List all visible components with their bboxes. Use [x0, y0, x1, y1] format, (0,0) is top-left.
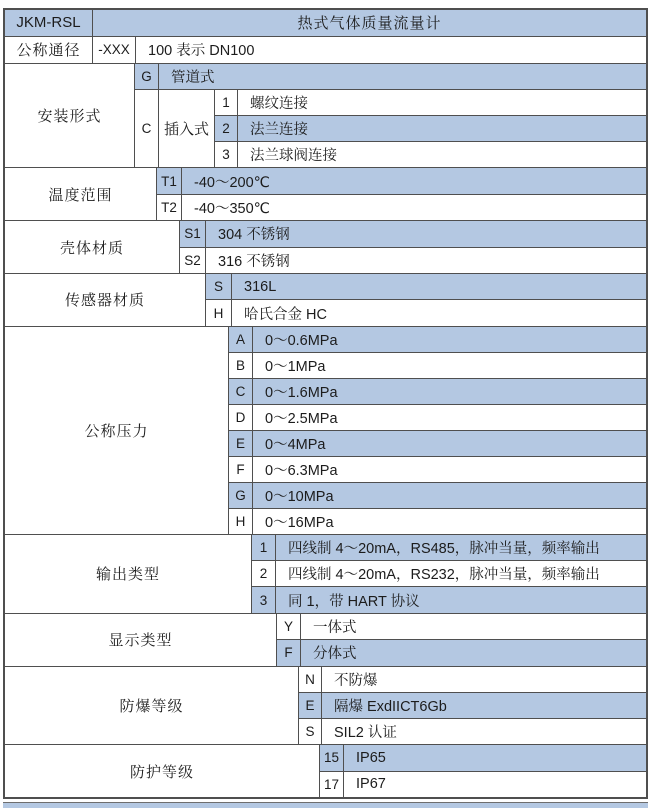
option-description: 哈氏合金 HC [244, 306, 327, 323]
code-cell: S1 [180, 221, 206, 246]
code-cell: 2 [215, 116, 238, 141]
code-cell: 3 [215, 142, 238, 167]
option-description: 316 不锈钢 [218, 253, 290, 270]
sub-group-label: 插入式 [159, 90, 215, 167]
table-row [229, 457, 646, 483]
table-row [229, 379, 646, 405]
section-nominal-pressure [5, 327, 646, 535]
option-description: 隔爆 ExdIICT6Gb [334, 698, 447, 715]
group-row-installation-type [135, 90, 646, 167]
section-label-housing-material: 壳体材质 [5, 221, 180, 273]
option-description: 四线制 4～20mA，RS232，脉冲当量，频率输出 [288, 567, 600, 584]
option-description: 管道式 [171, 70, 215, 87]
table-row [93, 37, 646, 63]
table-row [229, 431, 646, 457]
section-output-type [5, 535, 646, 614]
section-installation-type [5, 64, 646, 169]
code-cell: S [206, 274, 232, 299]
table-row [229, 405, 646, 431]
model-code-cell: JKM-RSL [5, 10, 93, 36]
section-label-sensor-material: 传感器材质 [5, 274, 206, 326]
code-cell: D [229, 405, 253, 430]
rows-sensor-material [206, 274, 646, 326]
code-cell: G [229, 483, 253, 508]
rows-display-type [277, 614, 646, 666]
code-cell: 1 [215, 90, 238, 115]
option-description: 100 表示 DN100 [148, 43, 255, 60]
rows-explosion-proof-rating [299, 667, 646, 745]
table-row [180, 221, 646, 247]
section-explosion-proof-rating [5, 667, 646, 746]
code-cell: 3 [252, 587, 276, 612]
table-row [157, 168, 646, 194]
table-row [252, 587, 646, 612]
section-label-display-type: 显示类型 [5, 614, 277, 666]
table-row [215, 116, 646, 142]
option-description: 0～1MPa [265, 358, 326, 375]
section-display-type [5, 614, 646, 667]
option-description: 0～16MPa [265, 515, 334, 532]
code-cell: G [135, 64, 159, 90]
table-header-row [5, 10, 646, 37]
option-description: 螺纹连接 [250, 96, 308, 113]
table-row [215, 142, 646, 167]
table-row [180, 248, 646, 273]
rows-nominal-pressure [229, 327, 646, 534]
table-row [299, 693, 646, 719]
code-cell: 1 [252, 535, 276, 560]
table-row [229, 483, 646, 509]
section-housing-material [5, 221, 646, 274]
rows-nominal-diameter [93, 37, 646, 63]
table-row [252, 561, 646, 587]
section-label-temperature-range: 温度范围 [5, 168, 157, 220]
code-cell: T2 [157, 195, 182, 220]
code-cell: -XXX [93, 37, 136, 63]
partial-next-row-strip [3, 802, 648, 808]
rows-housing-material [180, 221, 646, 273]
code-cell: 15 [320, 745, 344, 770]
section-label-installation-type: 安装形式 [5, 64, 135, 168]
option-description: 316L [244, 278, 277, 295]
table-row [229, 327, 646, 353]
table-row [299, 667, 646, 693]
code-cell: S [299, 719, 322, 744]
table-row [320, 745, 646, 771]
section-label-explosion-proof-rating: 防爆等级 [5, 667, 299, 745]
section-sensor-material [5, 274, 646, 327]
option-description: 0～4MPa [265, 436, 326, 453]
table-row [206, 300, 646, 325]
option-description: 304 不锈钢 [218, 227, 290, 244]
table-row [299, 719, 646, 744]
table-row [320, 772, 646, 797]
sub-rows [215, 90, 646, 167]
rows-output-type [252, 535, 646, 613]
section-label-output-type: 输出类型 [5, 535, 252, 613]
option-description: 一体式 [313, 619, 357, 636]
option-description: 四线制 4～20mA，RS485，脉冲当量，频率输出 [288, 541, 600, 558]
section-temperature-range [5, 168, 646, 221]
code-cell: C [135, 90, 159, 167]
rows-temperature-range [157, 168, 646, 220]
code-cell: H [206, 300, 232, 325]
table-title: 热式气体质量流量计 [297, 15, 442, 33]
table-row [229, 353, 646, 379]
option-description: 0～2.5MPa [265, 410, 338, 427]
option-description: 法兰连接 [250, 122, 308, 139]
code-cell: 17 [320, 772, 344, 797]
option-description: 0～6.3MPa [265, 462, 338, 479]
code-cell: N [299, 667, 322, 692]
table-row [252, 535, 646, 561]
code-cell: S2 [180, 248, 206, 273]
section-protection-rating [5, 745, 646, 797]
option-description: 不防爆 [334, 672, 378, 689]
code-cell: F [229, 457, 253, 482]
code-cell: F [277, 640, 301, 665]
option-description: IP67 [356, 776, 386, 793]
code-cell: T1 [157, 168, 182, 193]
option-description: SIL2 认证 [334, 725, 397, 742]
option-description: 0～0.6MPa [265, 332, 338, 349]
table-row [215, 90, 646, 116]
option-description: -40～350℃ [194, 201, 270, 218]
code-cell: H [229, 509, 253, 534]
option-description: 法兰球阀连接 [250, 148, 337, 165]
section-label-nominal-diameter: 公称通径 [5, 37, 93, 63]
code-cell: C [229, 379, 253, 404]
table-row [206, 274, 646, 300]
option-description: 分体式 [313, 646, 357, 663]
option-description: 0～1.6MPa [265, 384, 338, 401]
code-cell: Y [277, 614, 301, 639]
table-row [157, 195, 646, 220]
option-description: 同 1，带 HART 协议 [288, 593, 420, 610]
option-description: 0～10MPa [265, 489, 334, 505]
section-label-nominal-pressure: 公称压力 [5, 327, 229, 534]
code-cell: B [229, 353, 253, 378]
model-selection-table [3, 8, 648, 799]
option-description: IP65 [356, 749, 386, 766]
table-row [277, 614, 646, 640]
rows-installation-type [135, 64, 646, 168]
section-nominal-diameter [5, 37, 646, 64]
table-row [277, 640, 646, 665]
table-row [135, 64, 646, 91]
code-cell: E [299, 693, 322, 718]
option-description: -40～200℃ [194, 174, 270, 191]
table-row [229, 509, 646, 534]
section-label-protection-rating: 防护等级 [5, 745, 320, 797]
code-cell: 2 [252, 561, 276, 586]
code-cell: E [229, 431, 253, 456]
rows-protection-rating [320, 745, 646, 797]
code-cell: A [229, 327, 253, 352]
